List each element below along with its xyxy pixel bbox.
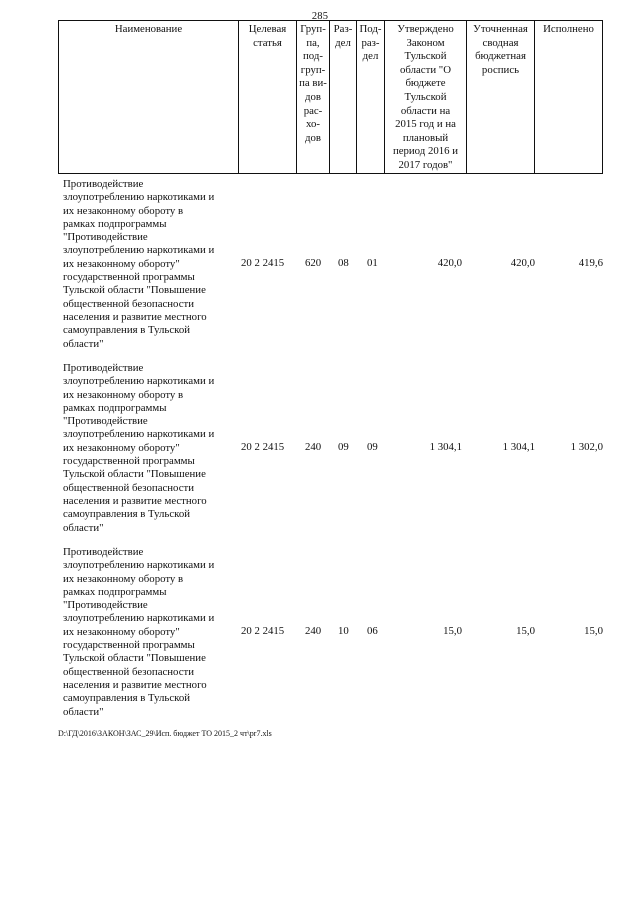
text-line: общественной безопасности	[63, 297, 195, 310]
text-line: рас-	[303, 104, 323, 117]
text-line: злоупотреблению наркотиками и	[63, 375, 215, 388]
row-section: 10	[338, 625, 349, 637]
row-revised: 1 304,1	[502, 441, 535, 453]
text-line: злоупотреблению наркотиками и	[63, 244, 215, 257]
text-line: "Противодействие	[63, 599, 148, 612]
row-executed: 1 302,0	[570, 441, 603, 453]
text-line: груп-	[300, 63, 326, 76]
header-subsection	[357, 21, 385, 174]
text-line: области"	[63, 521, 104, 534]
row-section: 09	[338, 441, 349, 453]
text-line: рамках подпрограммы	[63, 401, 167, 414]
text-line: роспись	[481, 63, 520, 76]
text-line: Тульской	[404, 50, 447, 63]
header-target-article	[239, 21, 297, 174]
text-line: злоупотреблению наркотиками и	[63, 428, 215, 441]
text-line: злоупотреблению наркотиками и	[63, 191, 215, 204]
text-line: рамках подпрограммы	[63, 585, 167, 598]
row-subsection: 01	[367, 257, 378, 269]
text-line: злоупотреблению наркотиками и	[63, 559, 215, 572]
text-line: общественной безопасности	[63, 665, 195, 678]
row-expense-group: 620	[305, 257, 322, 269]
text-line: Раз-	[333, 23, 353, 35]
text-line: плановый	[402, 131, 449, 144]
text-line: Уточненная	[473, 23, 528, 35]
text-line: общественной безопасности	[63, 481, 195, 494]
header-section	[330, 21, 357, 174]
text-line: злоупотреблению наркотиками и	[63, 612, 215, 625]
text-line: области на	[400, 104, 451, 117]
row-section: 08	[338, 257, 349, 269]
row-expense-group: 240	[305, 625, 322, 637]
text-line: Груп-	[300, 23, 326, 35]
row-approved: 15,0	[443, 625, 462, 637]
text-line: сводная	[482, 36, 519, 49]
text-line: их незаконному обороту"	[63, 441, 180, 454]
text-line: Утверждено	[397, 23, 454, 35]
row-executed: 419,6	[578, 257, 603, 269]
text-line: населения и развитие местного	[63, 494, 207, 507]
row-description	[63, 362, 243, 535]
footer-file-path: D:\ГД\2016\ЗАКОН\ЗАС_29\Исп. бюджет ТО 2015_2 чт\pr7.xls	[58, 729, 272, 738]
text-line: их незаконному обороту в	[63, 204, 184, 217]
text-line: Наименование	[114, 23, 183, 35]
row-target-article: 20 2 2415	[241, 257, 285, 269]
text-line: дел	[362, 50, 379, 63]
text-line: период 2016 и	[392, 145, 459, 158]
text-line: государственной программы	[63, 639, 195, 652]
text-line: Целевая	[248, 23, 287, 35]
row-subsection: 06	[367, 625, 378, 637]
row-target-article: 20 2 2415	[241, 625, 285, 637]
text-line: па,	[306, 36, 320, 49]
text-line: Тульской	[404, 90, 447, 103]
text-line: раз-	[361, 36, 380, 49]
row-description	[63, 546, 243, 719]
text-line: Тульской области "Повышение	[63, 284, 206, 297]
row-target-article: 20 2 2415	[241, 441, 285, 453]
text-line: самоуправления в Тульской	[63, 324, 191, 337]
text-line: населения и развитие местного	[63, 310, 207, 323]
text-line: дов	[305, 90, 321, 103]
row-revised: 420,0	[510, 257, 535, 269]
text-line: Тульской области "Повышение	[63, 652, 206, 665]
row-revised: 15,0	[516, 625, 535, 637]
row-subsection: 09	[367, 441, 378, 453]
text-line: самоуправления в Тульской	[63, 692, 191, 705]
text-line: Противодействие	[63, 362, 144, 374]
row-approved: 1 304,1	[429, 441, 462, 453]
header-executed	[535, 21, 603, 174]
text-line: хо-	[306, 118, 320, 131]
text-line: их незаконному обороту"	[63, 625, 180, 638]
header-name	[59, 21, 239, 174]
text-line: области"	[63, 337, 104, 350]
text-line: их незаконному обороту в	[63, 388, 184, 401]
header-expense-group	[297, 21, 330, 174]
row-description	[63, 178, 243, 351]
text-line: области"	[63, 705, 104, 718]
header-revised	[467, 21, 535, 174]
text-line: государственной программы	[63, 455, 195, 468]
row-expense-group: 240	[305, 441, 322, 453]
text-line: статья	[253, 36, 282, 49]
text-line: "Противодействие	[63, 415, 148, 428]
text-line: государственной программы	[63, 271, 195, 284]
text-line: па ви-	[299, 77, 327, 90]
header-approved	[385, 21, 467, 174]
text-line: Исполнено	[543, 23, 594, 35]
text-line: бюджете	[405, 77, 446, 90]
text-line: самоуправления в Тульской	[63, 508, 191, 521]
text-line: 2015 год и на	[395, 118, 456, 131]
text-line: Противодействие	[63, 546, 144, 558]
page-number: 285	[311, 11, 329, 22]
text-line: рамках подпрограммы	[63, 217, 167, 230]
text-line: области "О	[400, 63, 451, 76]
row-approved: 420,0	[437, 257, 462, 269]
row-executed: 15,0	[584, 625, 603, 637]
text-line: 2017 годов"	[398, 158, 453, 171]
text-line: бюджетная	[475, 50, 526, 63]
text-line: под-	[303, 50, 323, 63]
text-line: Тульской области "Повышение	[63, 468, 206, 481]
text-line: Законом	[406, 36, 445, 49]
text-line: дов	[305, 131, 321, 144]
text-line: Под-	[359, 23, 382, 35]
text-line: их незаконному обороту"	[63, 257, 180, 270]
text-line: "Противодействие	[63, 231, 148, 244]
text-line: их незаконному обороту в	[63, 572, 184, 585]
table-header	[58, 20, 603, 174]
text-line: дел	[335, 36, 351, 49]
text-line: Противодействие	[63, 178, 144, 190]
text-line: населения и развитие местного	[63, 678, 207, 691]
